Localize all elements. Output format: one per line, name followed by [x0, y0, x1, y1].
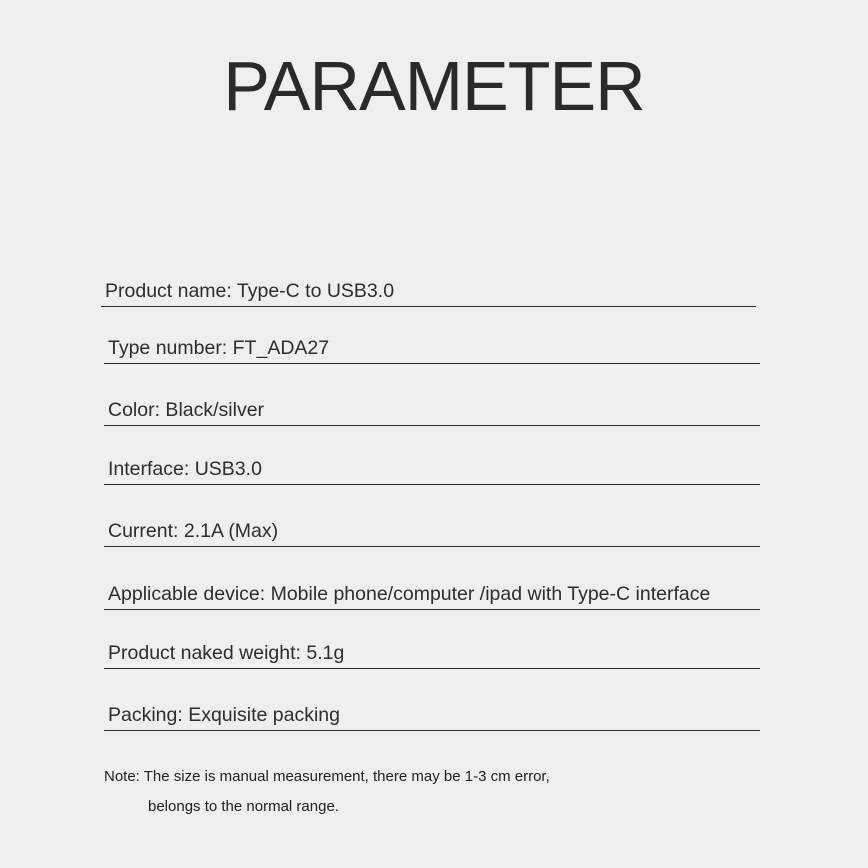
- page-title: PARAMETER: [223, 47, 645, 125]
- note-line-2: belongs to the normal range.: [148, 798, 339, 815]
- param-row-applicable-device: [104, 570, 760, 610]
- param-label: Interface: USB3.0: [108, 458, 262, 480]
- param-row-product-name: [101, 267, 756, 307]
- param-label: Applicable device: Mobile phone/computer /ipad with Type-C interface: [108, 583, 711, 605]
- param-row-interface: [104, 445, 760, 485]
- param-label: Product naked weight: 5.1g: [108, 642, 345, 664]
- param-row-packing: [104, 691, 760, 731]
- param-label: Product name: Type-C to USB3.0: [105, 280, 395, 302]
- param-label: Packing: Exquisite packing: [108, 704, 340, 726]
- param-label: Type number: FT_ADA27: [108, 337, 330, 359]
- param-row-weight: [104, 629, 760, 669]
- param-row-current: [104, 507, 760, 547]
- param-row-type-number: [104, 324, 760, 364]
- param-row-color: [104, 386, 760, 426]
- note-line-1: Note: The size is manual measurement, there may be 1-3 cm error,: [104, 768, 550, 785]
- param-label: Current: 2.1A (Max): [108, 520, 279, 542]
- param-label: Color: Black/silver: [108, 399, 265, 421]
